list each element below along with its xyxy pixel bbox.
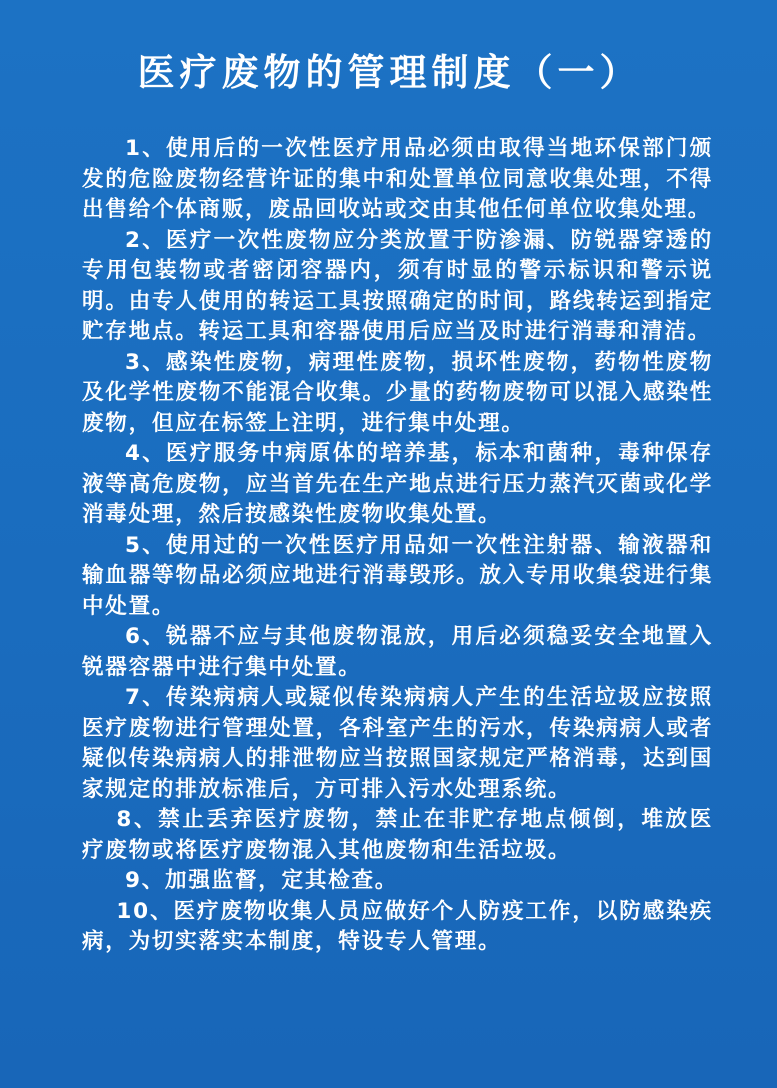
rule-item-8: 8、禁止丢弃医疗废物，禁止在非贮存地点倾倒，堆放医疗废物或将医疗废物混入其他废物和生活垃圾。 <box>82 807 713 863</box>
rule-item-3: 3、感染性废物，病理性废物，损坏性废物，药物性废物及化学性废物不能混合收集。少量的药物废物可以混入感染性废物，但应在标签上注明，进行集中处理。 <box>82 349 713 436</box>
rule-item-4: 4、医疗服务中病原体的培养基，标本和菌种，毒种保存液等高危废物，应当首先在生产地点进行压力蒸汽灭菌或化学消毒处理，然后按感染性废物收集处置。 <box>82 441 713 527</box>
rule-item-9: 9、加强监督，定其检查。 <box>125 868 399 893</box>
rule-item-10: 10、医疗废物收集人员应做好个人防疫工作，以防感染疾病，为切实落实本制度，特设专人管理。 <box>82 898 713 954</box>
rule-item-5: 5、使用过的一次性医疗用品如一次性注射器、输液器和输血器等物品必须应地进行消毒毁形。放入专用收集袋进行集中处置。 <box>82 532 713 619</box>
rule-item-6: 6、锐器不应与其他废物混放，用后必须稳妥安全地置入锐器容器中进行集中处置。 <box>82 624 713 680</box>
rule-item-7: 7、传染病病人或疑似传染病病人产生的生活垃圾应按照医疗废物进行管理处置，各科室产生的污水，传染病病人或者疑似传染病病人的排泄物应当按照国家规定严格消毒，达到国家规定的排放标准后，方可排入污水处理系统。 <box>82 685 713 802</box>
page-title: 医疗废物的管理制度（一） <box>137 51 642 94</box>
rules-list <box>82 134 713 958</box>
rule-item-2: 2、医疗一次性废物应分类放置于防渗漏、防锐器穿透的专用包装物或者密闭容器内，须有时显的警示标识和警示说明。由专人使用的转运工具按照确定的时间，路线转运到指定贮存地点。转运工具和容器使用后应当及时进行消毒和清洁。 <box>82 227 713 344</box>
rule-item-1: 1、使用后的一次性医疗用品必须由取得当地环保部门颁发的危险废物经营许证的集中和处置单位同意收集处理，不得出售给个体商贩，废品回收站或交由其他任何单位收集处理。 <box>82 136 713 222</box>
